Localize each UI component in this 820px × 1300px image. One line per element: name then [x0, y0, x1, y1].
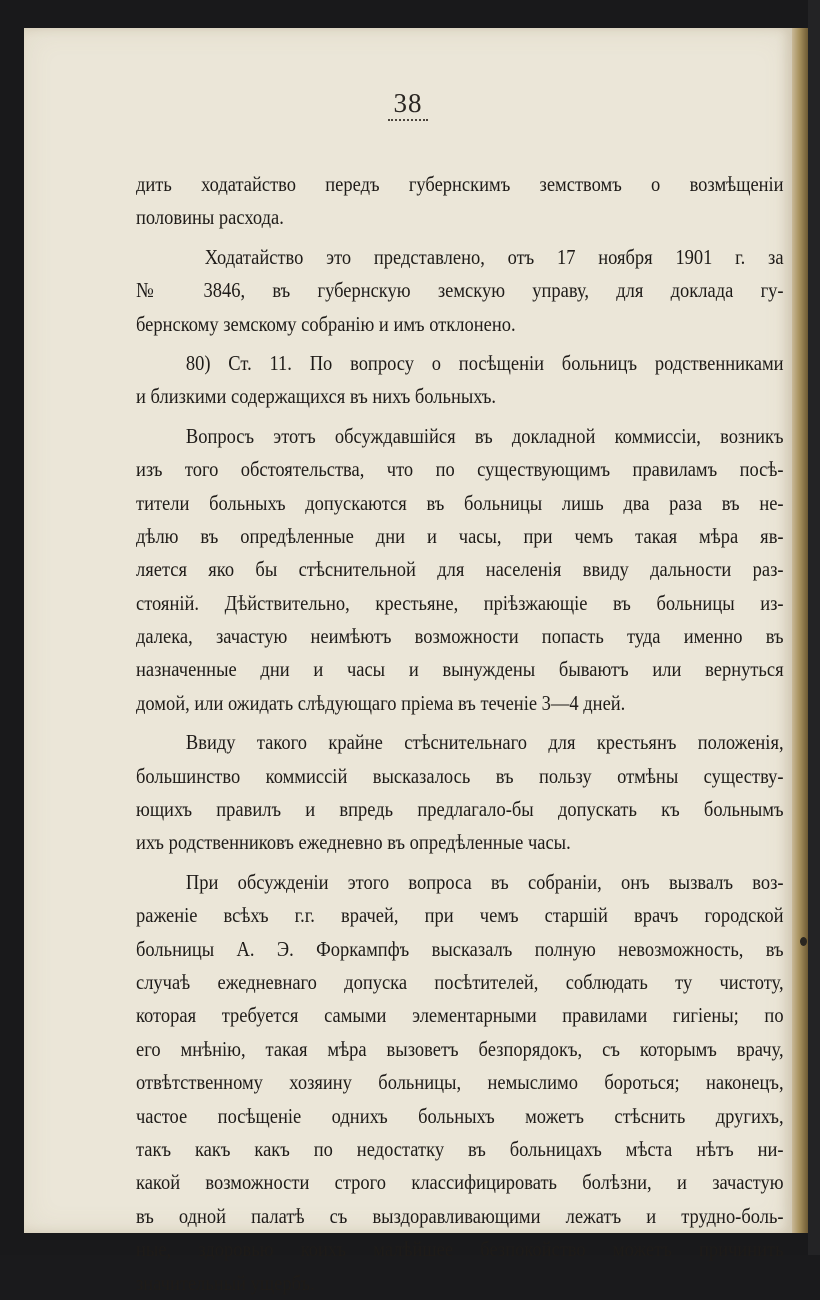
paragraph	[136, 726, 784, 860]
text-line: значительный ущербъ.	[136, 1270, 315, 1295]
text-line: ные, здоровью коихъ малѣйшее безпокойство можетъ причинить	[136, 1237, 784, 1262]
text-line: тители больныхъ допускаются въ больницы лишь два раза въ не-	[136, 490, 784, 515]
paragraph	[136, 420, 784, 721]
text-line: и близкими содержащихся въ нихъ больныхъ.	[136, 384, 497, 409]
text-line: дить ходатайство передъ губернскимъ земствомъ о возмѣщеніи	[136, 172, 784, 196]
text-line: Вопросъ этотъ обсуждавшійся въ докладной коммиссіи, возникъ	[185, 423, 784, 448]
ink-spot	[800, 937, 807, 946]
paragraph	[136, 168, 784, 235]
text-line: При обсужденіи этого вопроса въ собраніи, онъ вызвалъ воз-	[185, 869, 784, 894]
page-number-text: 38	[393, 88, 423, 118]
text-line: раженіе всѣхъ г.г. врачей, при чемъ старшій врачъ городской	[136, 903, 784, 928]
text-line: назначенные дни и часы и вынуждены бываютъ или вернуться	[136, 657, 784, 682]
text-line: частое посѣщеніе однихъ больныхъ можетъ стѣснить другихъ,	[136, 1103, 784, 1128]
text-line: ющихъ правилъ и впредь предлагало-бы допускать къ больнымъ	[136, 797, 784, 822]
book-page-edge	[792, 28, 808, 1233]
text-line: какой возможности строго классифицировать болѣзни, и зачастую	[136, 1170, 784, 1195]
text-line: изъ того обстоятельства, что по существующимъ правиламъ посѣ-	[136, 457, 784, 482]
text-line: бернскому земскому собранію и имъ отклонено.	[136, 311, 516, 336]
text-line: ляется яко бы стѣснительной для населенія ввиду дальности раз-	[136, 557, 784, 582]
text-line: половины расхода.	[136, 205, 284, 230]
text-line: такъ какъ какъ по недостатку въ больницахъ мѣста нѣтъ ни-	[136, 1136, 784, 1161]
text-line: Ходатайство это представлено, отъ 17 ноября 1901 г. за	[204, 244, 784, 269]
text-line: стояній. Дѣйствительно, крестьяне, пріѣзжающіе въ больницы из-	[136, 590, 784, 615]
text-line: случаѣ ежедневнаго допуска посѣтителей, соблюдать ту чистоту,	[136, 969, 784, 994]
text-line: Ввиду такого крайне стѣснительнаго для крестьянъ положенія,	[185, 730, 784, 755]
scan-border	[808, 0, 820, 1255]
text-line: № 3846, въ губернскую земскую управу, для доклада гу-	[136, 278, 784, 303]
text-line: 80) Ст. 11. По вопросу о посѣщеніи больницъ родственниками	[185, 350, 784, 375]
page-number	[24, 88, 792, 121]
text-line: въ одной палатѣ съ выздоравливающими лежатъ и трудно-боль-	[136, 1203, 784, 1228]
text-line: домой, или ожидать слѣдующаго пріема въ теченіе 3—4 дней.	[136, 690, 626, 715]
text-line: далека, зачастую неимѣютъ возможности попасть туда именно въ	[136, 624, 784, 649]
paragraph	[136, 347, 784, 414]
text-line: которая требуется самыми элементарными правилами гигіены; по	[136, 1003, 784, 1028]
text-line: дѣлю въ опредѣленные дни и часы, при чемъ такая мѣра яв-	[136, 523, 784, 548]
book-page	[24, 28, 792, 1295]
paragraph	[136, 241, 784, 341]
page-text	[136, 168, 784, 1300]
text-line: ихъ родственниковъ ежедневно въ опредѣленные часы.	[136, 830, 571, 855]
text-line: его мнѣнію, такая мѣра вызоветъ безпорядокъ, съ которымъ врачу,	[136, 1036, 784, 1061]
text-line: больницы А. Э. Форкампфъ высказалъ полную невозможность, въ	[136, 936, 784, 961]
text-line: большинство коммиссій высказалось въ пользу отмѣны существу-	[136, 763, 784, 788]
text-line: отвѣтственному хозяину больницы, немыслимо бороться; наконецъ,	[136, 1070, 784, 1095]
paragraph	[136, 866, 784, 1300]
